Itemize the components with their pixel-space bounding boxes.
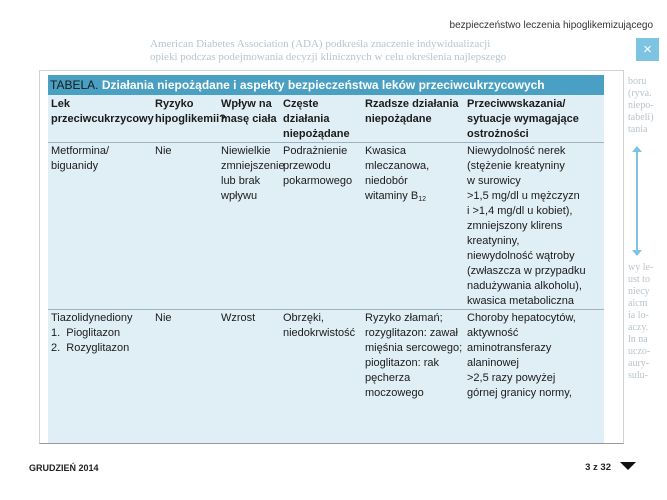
background-fragment: uczo- (628, 346, 651, 357)
cell-rare-effects: Kwasica mleczanowa, niedobór witaminy $B_{12}$ (362, 143, 464, 310)
cell-contraindications: Niewydolność nerek (stężenie kreatyniny w surowicy >1,5 mg/dl u mężczyzn i >1,4 mg/dl u kobiet), zmniejszony klirens kreatyniny, niewydolność wątroby (zwłaszcza w przypadku nadużywania alkoholu), kwasica metaboliczna (464, 143, 604, 310)
column-header-drug: Lek przeciwcukrzycowy (51, 98, 154, 125)
cell-contraindications: Choroby hepatocytów, aktywność aminotransferazy alaninowej >2,5 razy powyżej górnej granicy normy, (464, 310, 604, 402)
cell-rare-effects: Ryzyko złamań; rozyglitazon: zawał mięśnia sercowego; pioglitazon: rak pęcherza moczowego (362, 310, 464, 402)
caption-label: TABELA. (50, 78, 99, 92)
cell-drug: Tiazolidynediony 1. Pioglitazon 2. Rozyglitazon (48, 310, 152, 402)
background-line: American Diabetes Association (ADA) podkreśla znaczenie indywidualizacji (150, 38, 491, 50)
table-popup (39, 70, 624, 444)
cell-hypoglycemia-risk: Nie (152, 143, 218, 310)
cell-drug: Metformina/ biguanidy (48, 143, 152, 310)
background-fragment: niepo- (628, 100, 654, 111)
cell-common-effects: Obrzęki, niedokrwistość (280, 310, 362, 402)
table-header-row (48, 95, 604, 143)
background-fragment: aicm (628, 298, 648, 309)
page-indicator: 3 z 32 (585, 462, 611, 473)
close-button[interactable] (636, 38, 659, 61)
vertical-scroll-arrow-icon[interactable] (632, 146, 642, 256)
column-header-weight-effect: Wpływ na masę ciała (221, 98, 277, 125)
table-row (48, 143, 604, 310)
background-fragment: aczy. (628, 322, 649, 333)
table-scroll-area[interactable] (48, 75, 604, 443)
column-header-hypoglycemia-risk: Ryzyko hipoglikemii? (155, 98, 226, 125)
background-fragment: tania (628, 124, 648, 135)
background-fragment: (ryva. (628, 88, 652, 99)
column-header-common-effects: Częste działania niepożądane (283, 98, 350, 140)
background-fragment: aury- (628, 358, 650, 369)
background-article-text (150, 38, 620, 64)
background-fragment: ln na (628, 334, 648, 345)
column-header-rare-effects: Rzadsze działania niepożądane (365, 98, 459, 125)
adverse-effects-table (48, 95, 604, 401)
background-right-fragments (628, 76, 666, 382)
background-fragment: ust to (628, 274, 650, 285)
background-fragment: tabeli) (628, 112, 654, 123)
background-fragment: wy le- (628, 262, 654, 273)
column-header-contraindications: Przeciwwskazania/ sytuacje wymagające ostrożności (467, 98, 579, 140)
table-caption (48, 75, 604, 95)
background-fragment: boru (628, 76, 647, 87)
cell-hypoglycemia-risk: Nie (152, 310, 218, 402)
background-fragment: niecy (628, 286, 650, 297)
next-page-triangle-icon[interactable] (620, 462, 636, 470)
close-icon: × (643, 41, 652, 58)
caption-title: Działania niepożądane i aspekty bezpieczeństwa leków przeciwcukrzycowych (101, 78, 545, 92)
cell-weight-effect: Niewielkie zmniejszenie lub brak wpływu (218, 143, 280, 310)
running-title: bezpieczeństwo leczenia hipoglikemizującego (449, 20, 653, 31)
cell-common-effects: Podrażnienie przewodu pokarmowego (280, 143, 362, 310)
background-fragment: sulu- (628, 370, 648, 381)
cell-weight-effect: Wzrost (218, 310, 280, 402)
table-row (48, 310, 604, 402)
issue-date: GRUDZIEŃ 2014 (29, 463, 99, 473)
background-line: opieki podczas podejmowania decyzji klinicznych w celu określenia najlepszego (150, 51, 507, 63)
background-fragment: ia lo- (628, 310, 649, 321)
